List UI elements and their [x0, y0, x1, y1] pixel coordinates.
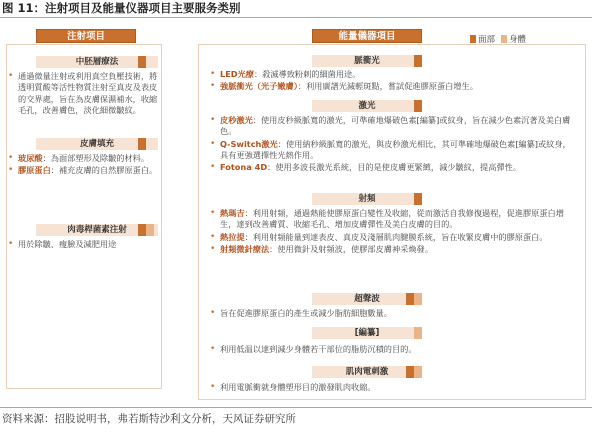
right-section-1-items — [210, 69, 576, 94]
list-item: • 熱拉提：利用射頻能量到達表皮、真皮及淺層肌肉腱膜系統，旨在收緊皮膚中的膠原蛋白。 — [210, 232, 576, 243]
list-item: • 熱瑪吉：利用射頻，通過熱能使膠原蛋白變性及收縮，從而激活自我修復過程，促進膠原蛋白增生，達到改善膚質、收縮毛孔、增加皮膚彈性及美白皮膚的目的。 — [210, 208, 576, 231]
right-section-2-header — [312, 100, 422, 112]
bottom-rule — [0, 407, 592, 408]
list-item: • 膠原蛋白：補充皮膚的自然膠原蛋白。 — [8, 165, 160, 176]
list-item: • 射頻微針療法：使用微針及射頻波，使膠部皮膚神采煥發。 — [210, 244, 576, 255]
right-section-1-header — [312, 55, 422, 67]
right-section-3-title: 射頻 — [358, 194, 376, 204]
right-section-5-items — [210, 344, 576, 356]
legend-body-label: 身體 — [509, 35, 527, 45]
right-section-6-title: 肌肉電刺激 — [345, 367, 389, 377]
left-section-2-title: 皮膚填充 — [79, 139, 114, 149]
left-section-1-items — [8, 71, 160, 117]
right-column-header: 能量儀器項目 — [312, 29, 422, 43]
legend-face-swatch — [470, 35, 476, 43]
list-item: • 通過微量注射或利用真空負壓技術，將透明質酸等活性物質注射至真皮及表皮的交界處，旨在為皮膚保濕補水，收縮毛孔，改善膚色，淡化細微皺紋。 — [8, 71, 160, 116]
left-section-1-header — [36, 56, 158, 68]
list-item: • 皮秒激光：使用皮秒級脈寬的激光，可準確地爆破色素[編纂]或紋身，旨在減少色素沉著及美白膚色。 — [210, 115, 576, 138]
list-item: • Fotona 4D：使用多波長激光系統，目的是使皮膚更緊緻，減少皺紋，提高彈性。 — [210, 162, 576, 173]
right-section-5-header — [312, 327, 422, 339]
right-section-4-header — [312, 293, 422, 305]
right-section-5-title: [編纂] — [354, 328, 380, 338]
list-item: • 玻尿酸：為面部塑形及除皺的材料。 — [8, 153, 160, 164]
legend — [470, 33, 526, 45]
right-section-6-header — [312, 366, 422, 378]
right-section-2-title: 激光 — [358, 101, 376, 111]
left-section-3-items — [8, 239, 160, 251]
left-section-2-header — [36, 138, 158, 150]
list-item: • 旨在促進膠原蛋白的產生或減少脂肪細胞數量。 — [210, 308, 576, 319]
right-section-1-title: 脈衝光 — [354, 56, 380, 66]
left-section-3-header — [36, 224, 158, 236]
left-section-2-items — [8, 153, 160, 178]
legend-body-swatch — [501, 35, 507, 43]
left-section-3-title: 肉毒桿菌素注射 — [67, 225, 127, 235]
right-section-3-header — [312, 193, 422, 205]
top-rule — [0, 17, 592, 18]
legend-face-label: 面部 — [478, 35, 496, 45]
right-section-6-items — [210, 382, 576, 394]
right-section-4-items — [210, 308, 576, 320]
list-item: • LED光療：殺滅導致粉刺的細菌用途。 — [210, 69, 576, 80]
list-item: • 利用電脈衝就身體塑形目的激發肌肉收縮。 — [210, 382, 576, 393]
left-column-header: 注射项目 — [36, 29, 136, 43]
list-item: • 利用低温以達到減少身體若干部位的脂肪沉積的目的。 — [210, 344, 576, 355]
list-item: • 用於除皺、瘦臉及減肥用途 — [8, 239, 160, 250]
source-note: 资料来源：招股说明书，弗若斯特沙利文分析，天风证券研究所 — [2, 413, 296, 425]
figure-title: 图 11：注射项目及能量仪器项目主要服务类别 — [2, 1, 241, 15]
right-section-4-title: 超聲波 — [354, 294, 380, 304]
right-section-2-items — [210, 115, 576, 174]
list-item: • Q-Switch激光：使用納秒級脈寬的激光，與皮秒激光相比，其可準確地爆破色素[編纂]或紋身，具有更強選擇性光熱作用。 — [210, 139, 576, 162]
right-section-3-items — [210, 208, 576, 256]
list-item: • 強脈衝光（光子嫩膚）：利用廣譜光減輕斑點，嘗試促進膠原蛋白增生。 — [210, 81, 576, 92]
left-section-1-title: 中胚層療法 — [75, 57, 119, 67]
